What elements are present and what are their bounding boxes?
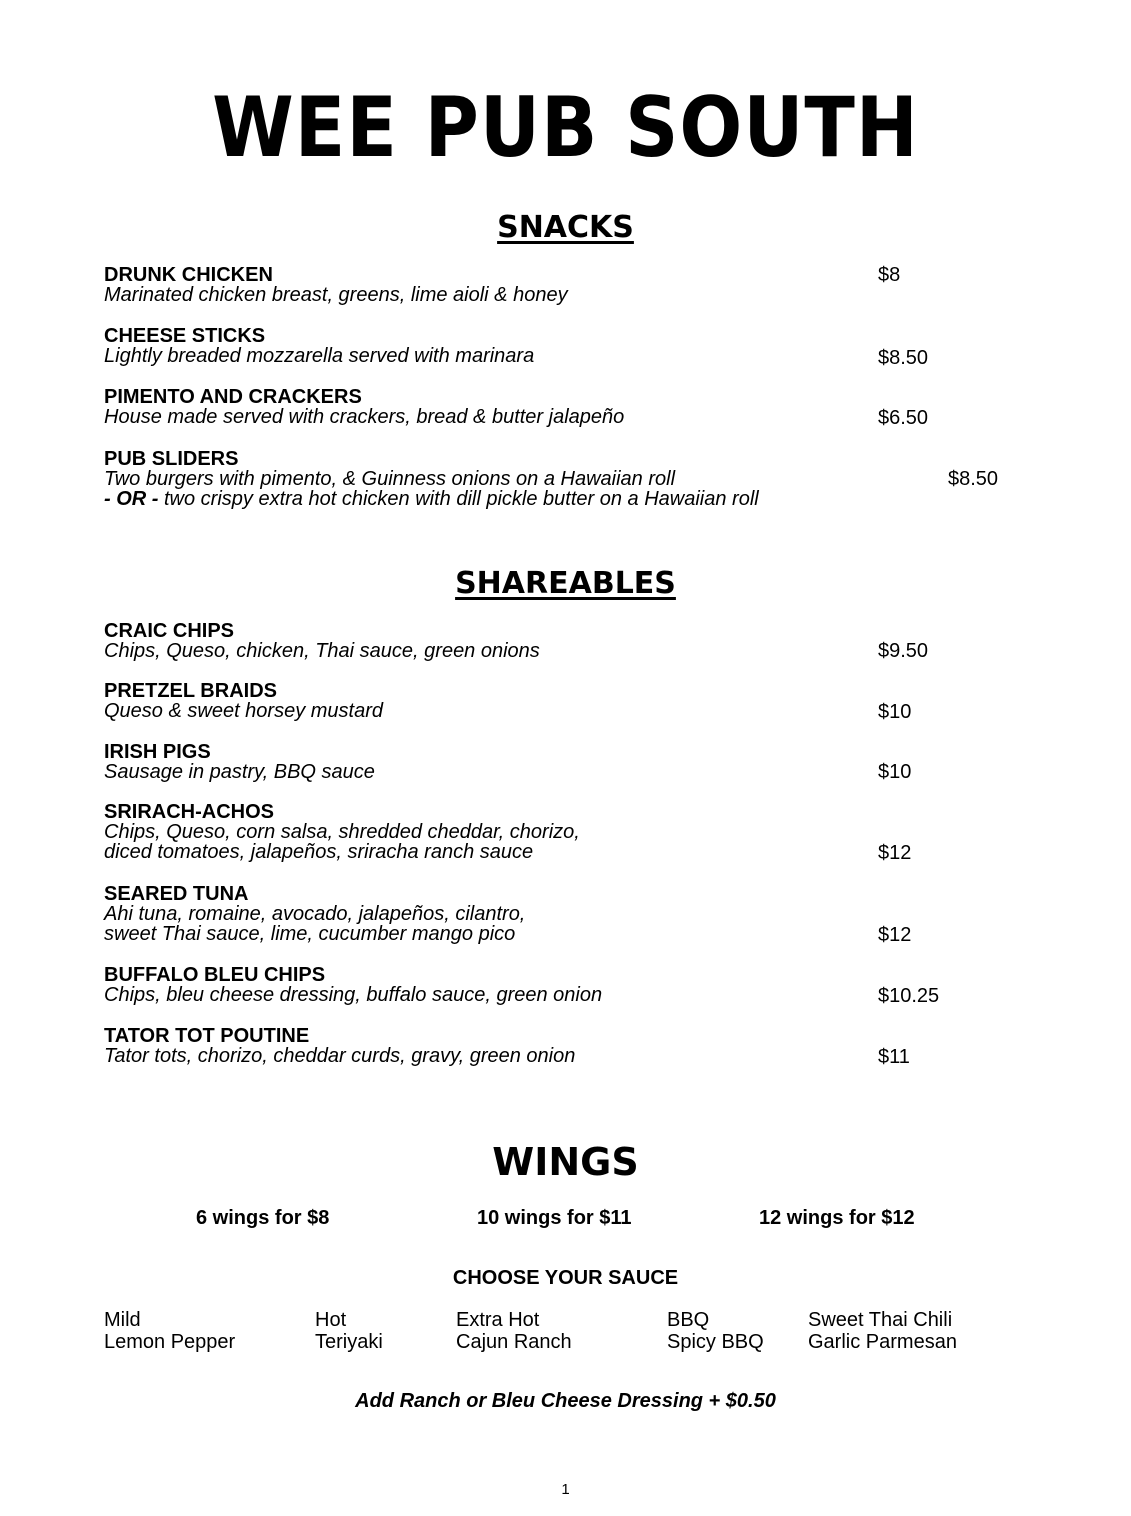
item-price: $8.50 bbox=[948, 468, 999, 490]
item-price: $12 bbox=[878, 842, 912, 864]
item-price: $10.25 bbox=[878, 985, 940, 1007]
item-description: Ahi tuna, romaine, avocado, jalapeños, cilantro, bbox=[104, 903, 526, 925]
item-name: TATOR TOT POUTINE bbox=[104, 1025, 310, 1047]
sauce-item: Cajun Ranch bbox=[456, 1331, 572, 1353]
wing-option-10: 10 wings for $11 bbox=[477, 1207, 632, 1229]
menu-item-drunk-chicken bbox=[104, 265, 1064, 305]
sauce-heading: CHOOSE YOUR SAUCE bbox=[452, 1267, 679, 1289]
sauce-item: Hot bbox=[315, 1309, 347, 1331]
sauce-item: Sweet Thai Chili bbox=[808, 1309, 953, 1331]
item-description-alt-text: two crispy extra hot chicken with dill pickle butter on a Hawaiian roll bbox=[158, 488, 759, 510]
item-description: Marinated chicken breast, greens, lime aioli & honey bbox=[104, 284, 568, 306]
sauce-item: Extra Hot bbox=[456, 1309, 540, 1331]
sauce-item: Spicy BBQ bbox=[667, 1331, 764, 1353]
shareables-heading: SHAREABLES bbox=[455, 566, 676, 601]
sauce-item: Lemon Pepper bbox=[104, 1331, 236, 1353]
sauce-item: Teriyaki bbox=[315, 1331, 383, 1353]
item-name: CHEESE STICKS bbox=[104, 325, 266, 347]
item-name: IRISH PIGS bbox=[104, 741, 211, 763]
or-label: - OR - bbox=[104, 488, 159, 510]
item-name: PUB SLIDERS bbox=[104, 448, 239, 470]
item-description: House made served with crackers, bread & butter jalapeño bbox=[104, 406, 625, 428]
sauce-item: BBQ bbox=[667, 1309, 710, 1331]
item-name: SEARED TUNA bbox=[104, 883, 249, 905]
menu-item-pub-sliders bbox=[104, 449, 1064, 509]
item-name: PRETZEL BRAIDS bbox=[104, 680, 277, 702]
item-name: DRUNK CHICKEN bbox=[104, 264, 273, 286]
wing-option-6: 6 wings for $8 bbox=[196, 1207, 330, 1229]
sauce-item: Mild bbox=[104, 1309, 141, 1331]
item-description: Lightly breaded mozzarella served with marinara bbox=[104, 345, 535, 367]
menu-item-srirach-achos bbox=[104, 802, 1064, 862]
item-price: $10 bbox=[878, 701, 912, 723]
item-price: $12 bbox=[878, 924, 912, 946]
item-description: Tator tots, chorizo, cheddar curds, gravy, green onion bbox=[104, 1045, 576, 1067]
item-price: $10 bbox=[878, 761, 912, 783]
menu-item-seared-tuna bbox=[104, 884, 1064, 944]
wings-heading: WINGS bbox=[492, 1140, 639, 1184]
menu-item-tator-tot-poutine bbox=[104, 1026, 1064, 1066]
item-description: Chips, Queso, corn salsa, shredded cheddar, chorizo, bbox=[104, 821, 580, 843]
snacks-heading: SNACKS bbox=[497, 210, 634, 245]
item-name: CRAIC CHIPS bbox=[104, 620, 235, 642]
item-description: Two burgers with pimento, & Guinness onions on a Hawaiian roll bbox=[104, 468, 676, 490]
item-name: SRIRACH-ACHOS bbox=[104, 801, 274, 823]
item-price: $8 bbox=[878, 264, 901, 286]
item-price: $11 bbox=[878, 1046, 910, 1068]
item-price: $6.50 bbox=[878, 407, 929, 429]
item-description: Sausage in pastry, BBQ sauce bbox=[104, 761, 375, 783]
item-description: Chips, Queso, chicken, Thai sauce, green onions bbox=[104, 640, 540, 662]
page-number: 1 bbox=[561, 1481, 570, 1498]
menu-item-irish-pigs bbox=[104, 742, 1064, 782]
dressing-addon: Add Ranch or Bleu Cheese Dressing + $0.50 bbox=[355, 1390, 776, 1412]
sauce-item: Garlic Parmesan bbox=[808, 1331, 957, 1353]
menu-title: WEE PUB SOUTH bbox=[212, 80, 919, 177]
item-description-alt bbox=[104, 489, 1064, 509]
item-description: Chips, bleu cheese dressing, buffalo sauce, green onion bbox=[104, 984, 603, 1006]
item-price: $9.50 bbox=[878, 640, 929, 662]
item-name: BUFFALO BLEU CHIPS bbox=[104, 964, 326, 986]
menu-item-pretzel-braids bbox=[104, 681, 1064, 721]
item-description-line2: sweet Thai sauce, lime, cucumber mango pico bbox=[104, 923, 516, 945]
item-description: Queso & sweet horsey mustard bbox=[104, 700, 384, 722]
item-price: $8.50 bbox=[878, 347, 929, 369]
item-name: PIMENTO AND CRACKERS bbox=[104, 386, 362, 408]
item-description-line2: diced tomatoes, jalapeños, sriracha ranch sauce bbox=[104, 841, 534, 863]
wing-option-12: 12 wings for $12 bbox=[759, 1207, 915, 1229]
